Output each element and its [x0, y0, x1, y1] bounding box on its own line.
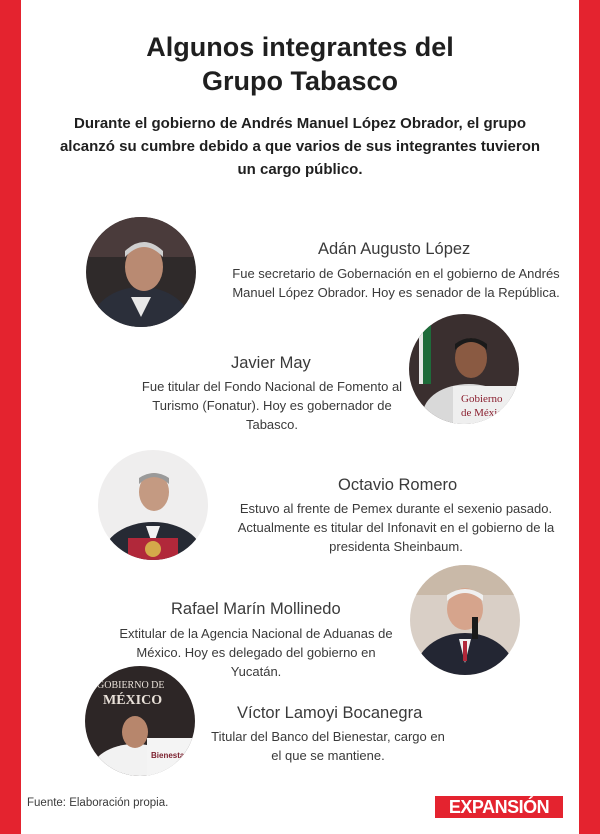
photo-victor-lamoyi-bocanegra [85, 666, 195, 776]
member-name-4: Rafael Marín Mollinedo [171, 600, 341, 618]
right-red-border [579, 0, 600, 834]
backdrop-text-gobierno-de: GOBIERNO DE [97, 680, 165, 691]
left-red-border [0, 0, 21, 834]
backdrop-text-mexico: MÉXICO [103, 693, 163, 708]
photo-octavio-romero [98, 450, 208, 560]
member-name-2: Javier May [231, 354, 311, 372]
member-desc-2: Fue titular del Fondo Nacional de Fomento al Turismo (Fonatur). Hoy es gobernador de Tabasco. [141, 379, 403, 432]
member-name-5: Víctor Lamoyi Bocanegra [237, 704, 423, 722]
expansion-logo: EXPANSIÓN [435, 796, 563, 818]
page-title [60, 30, 540, 98]
member-desc-3: Estuvo al frente de Pemex durante el sexenio pasado. Actualmente es titular del Infonavit en el gobierno de la presidenta Sheinbaum. [237, 501, 555, 554]
podium-text-de-mexico: de México [461, 407, 508, 419]
portrait-illustration [85, 666, 195, 776]
source-note: Fuente: Elaboración propia. [27, 797, 169, 809]
portrait-illustration [98, 450, 208, 560]
podium-text-bienestar: Bienestar [151, 751, 188, 760]
member-desc-5: Titular del Banco del Bienestar, cargo en el que se mantiene. [211, 729, 445, 763]
photo-javier-may [409, 314, 519, 424]
photo-adan-augusto-lopez [86, 217, 196, 327]
member-name-3: Octavio Romero [338, 476, 458, 494]
portrait-illustration [409, 314, 519, 424]
intro-text: Durante el gobierno de Andrés Manuel López Obrador, el grupo alcanzó su cumbre debido a que varios de sus integrantes tuvieron un cargo público. [59, 115, 541, 178]
member-name-1: Adán Augusto López [318, 240, 471, 258]
title-line-2: Grupo Tabasco [201, 66, 399, 96]
portrait-illustration [86, 217, 196, 327]
podium-text-gobierno: Gobierno [461, 393, 503, 405]
title-line-1: Algunos integrantes del [146, 32, 454, 62]
member-desc-1: Fue secretario de Gobernación en el gobierno de Andrés Manuel López Obrador. Hoy es senador de la República. [232, 266, 560, 300]
portrait-illustration [410, 565, 520, 675]
photo-rafael-marin-mollinedo [410, 565, 520, 675]
member-desc-4: Extitular de la Agencia Nacional de Aduanas de México. Hoy es delegado del gobierno en Yucatán. [119, 626, 393, 679]
